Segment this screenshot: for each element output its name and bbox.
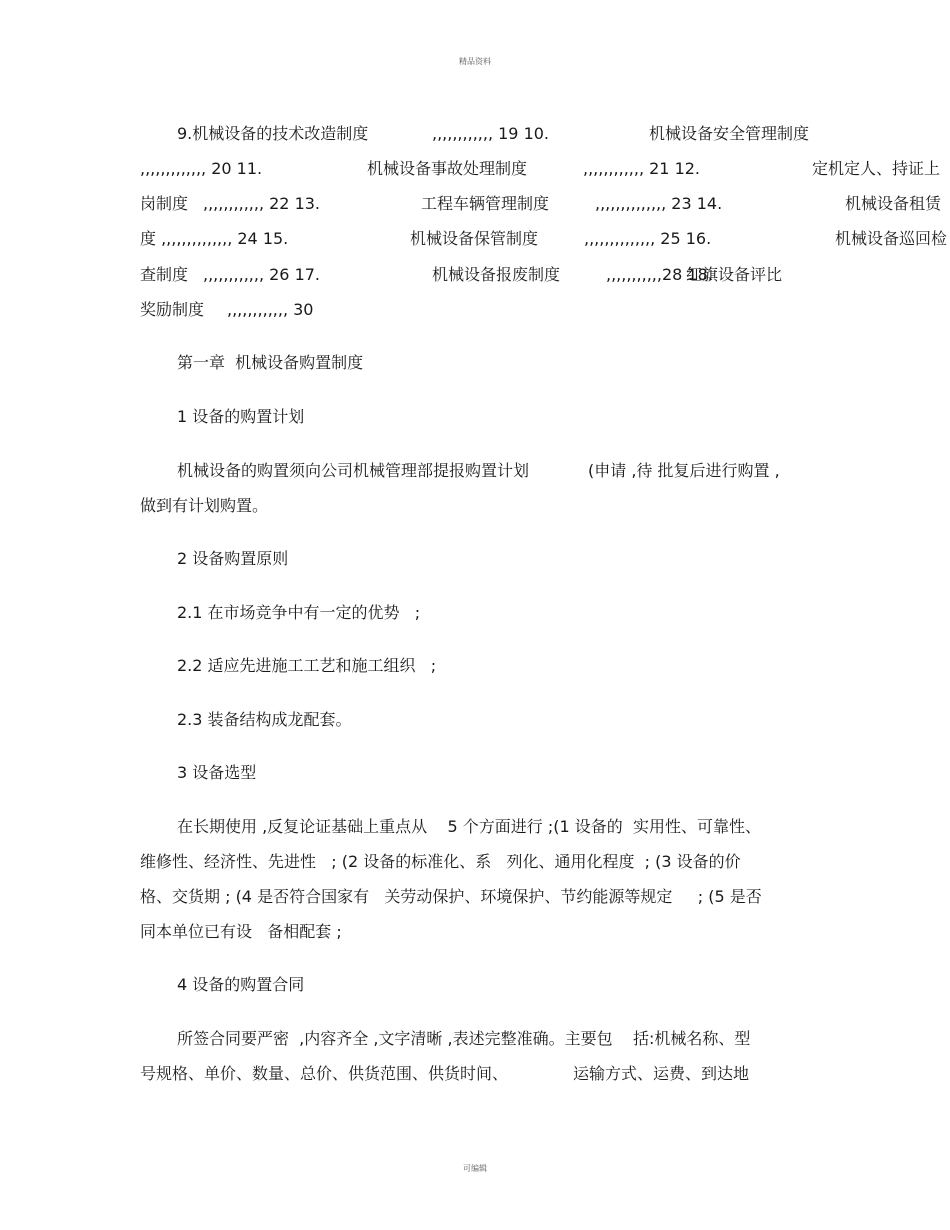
toc-text: 机械设备巡回检 [835, 229, 948, 248]
chapter-title-text: 第一章 机械设备购置制度 [177, 353, 364, 372]
paragraph-text: 在长期使用 ,反复论证基础上重点从 5 个方面进行 ;(1 设备的 实用性、可靠性、 [177, 817, 761, 836]
toc-text: 红旗设备评比 [686, 265, 783, 284]
toc-text: ,,,,,,,,,,,,, 20 11. [140, 159, 263, 178]
list-item [0, 599, 950, 627]
paragraph-text: (申请 ,待 批复后进行购置 , [588, 461, 780, 480]
paragraph-line [0, 1025, 950, 1053]
page-footer: 可编辑 [463, 1164, 487, 1173]
toc-text: ,,,,,,,,,,,,,, 23 14. [595, 194, 723, 213]
section-heading-text: 2 设备购置原则 [177, 549, 289, 568]
toc-text: ,,,,,,,,,,,, 19 10. [432, 124, 550, 143]
section-heading [0, 759, 950, 787]
paragraph-text: 所签合同要严密 ,内容齐全 ,文字清晰 ,表述完整准确。主要包 括:机械名称、型 [177, 1029, 751, 1048]
paragraph-text: 同本单位已有设 备相配套 ; [140, 922, 342, 941]
toc-line-4 [0, 225, 950, 253]
section-heading-text: 3 设备选型 [177, 763, 257, 782]
paragraph-line [0, 1060, 950, 1088]
toc-text: 度 ,,,,,,,,,,,,,, 24 15. [140, 229, 289, 248]
toc-text: 查制度 [140, 265, 189, 284]
section-heading [0, 971, 950, 999]
toc-text: 岗制度 [140, 194, 189, 213]
toc-text: 定机定人、持证上 [812, 159, 941, 178]
section-heading [0, 545, 950, 573]
section-heading [0, 403, 950, 431]
paragraph-text: 做到有计划购置。 [140, 496, 269, 515]
toc-text: 机械设备报废制度 [432, 265, 561, 284]
toc-line-5 [0, 261, 950, 289]
toc-text: 9.机械设备的技术改造制度 [177, 124, 369, 143]
list-item [0, 706, 950, 734]
paragraph-text: 格、交货期 ; (4 是否符合国家有 关劳动保护、环境保护、节约能源等规定 ; (5 是否 [140, 887, 762, 906]
toc-line-2 [0, 155, 950, 183]
paragraph-line [0, 457, 950, 485]
toc-line-6 [0, 296, 950, 324]
toc-line-3 [0, 190, 950, 218]
list-item-text: 2.2 适应先进施工工艺和施工组织 ; [177, 656, 437, 675]
toc-text: 奖励制度 [140, 300, 205, 319]
toc-text: 机械设备租赁 [845, 194, 942, 213]
toc-text: ,,,,,,,,,,,28 18. [606, 265, 713, 284]
paragraph-text: 运输方式、运费、到达地 [573, 1064, 750, 1083]
toc-line-1 [0, 120, 950, 148]
paragraph-line [0, 883, 950, 911]
toc-text: ,,,,,,,,,,,, 26 17. [203, 265, 321, 284]
toc-text: ,,,,,,,,,,,,,, 25 16. [584, 229, 712, 248]
toc-text: 机械设备安全管理制度 [649, 124, 810, 143]
paragraph-line [0, 848, 950, 876]
list-item [0, 652, 950, 680]
paragraph-text: 机械设备的购置须向公司机械管理部提报购置计划 [177, 461, 530, 480]
paragraph-text: 维修性、经济性、先进性 ; (2 设备的标准化、系 列化、通用化程度 ; (3 设备的价 [140, 852, 741, 871]
toc-text: ,,,,,,,,,,,, 22 13. [203, 194, 321, 213]
toc-text: 机械设备保管制度 [410, 229, 539, 248]
page-header: 精品资料 [459, 57, 491, 66]
toc-text: 机械设备事故处理制度 [367, 159, 528, 178]
toc-text: 工程车辆管理制度 [421, 194, 550, 213]
section-heading-text: 4 设备的购置合同 [177, 975, 305, 994]
chapter-title [0, 349, 950, 377]
paragraph-line [0, 918, 950, 946]
paragraph-text: 号规格、单价、数量、总价、供货范围、供货时间、 [140, 1064, 509, 1083]
section-heading-text: 1 设备的购置计划 [177, 407, 305, 426]
toc-text: ,,,,,,,,,,,, 21 12. [583, 159, 701, 178]
list-item-text: 2.3 装备结构成龙配套。 [177, 710, 352, 729]
list-item-text: 2.1 在市场竞争中有一定的优势 ; [177, 603, 421, 622]
toc-text: ,,,,,,,,,,,, 30 [227, 300, 314, 319]
paragraph-line [0, 813, 950, 841]
paragraph-line [0, 492, 950, 520]
